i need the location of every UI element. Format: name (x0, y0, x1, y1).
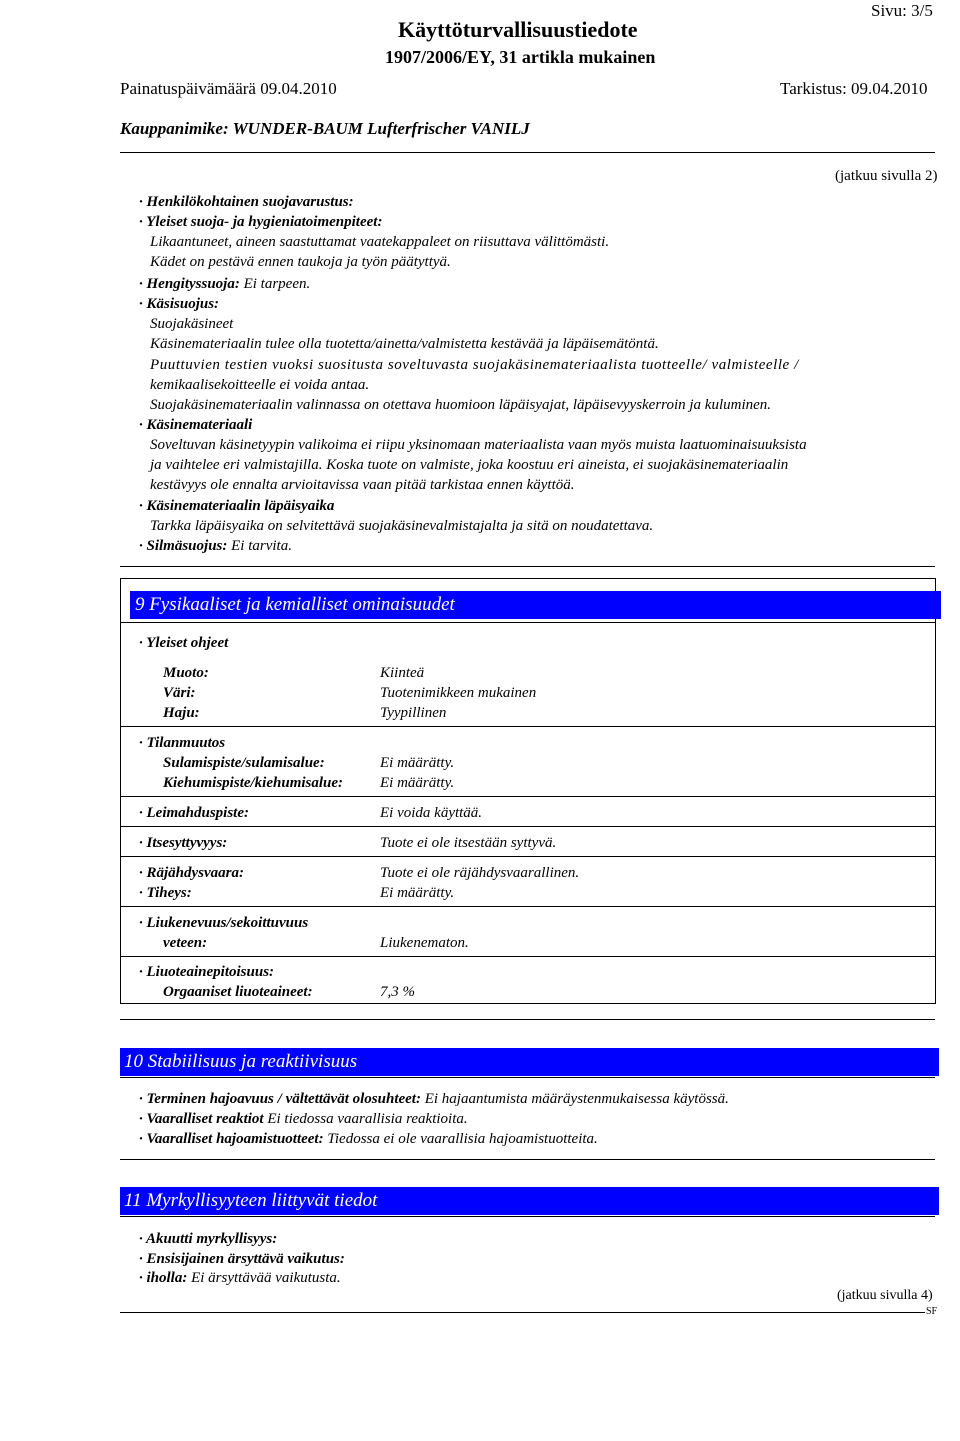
general-measures-line: Likaantuneet, aineen saastuttamat vaatekappaleet on riisuttava välittömästi. (150, 234, 610, 250)
skin-effect (139, 1268, 341, 1288)
language-code: SF (926, 1306, 938, 1317)
thermal-decomposition (139, 1089, 729, 1109)
row-divider (120, 906, 935, 907)
hand-protection-line: Käsinemateriaalin tulee olla tuotetta/ainetta/valmistetta kestävää ja läpäisemätöntä. (150, 336, 659, 352)
trade-name: Kauppanimike: WUNDER-BAUM Lufterfrischer VANILJ (120, 119, 530, 138)
general-measures-heading: · Yleiset suoja- ja hygieniatoimenpiteet: (139, 214, 383, 230)
row-divider (120, 826, 935, 827)
reactions-value: Ei tiedossa vaarallisia reaktioita. (263, 1111, 468, 1127)
section-divider (120, 1019, 935, 1020)
section-11-heading: 11 Myrkyllisyyteen liittyvät tiedot (120, 1187, 939, 1215)
respiratory-protection (139, 274, 310, 294)
state-change-heading: · Tilanmuutos (139, 735, 226, 751)
eye-protection (139, 536, 292, 556)
boiling-label: Kiehumispiste/kiehumisalue: (163, 775, 344, 791)
document-subtitle: 1907/2006/EY, 31 artikla mukainen (385, 47, 656, 67)
solvent-content-label: · Liuoteainepitoisuus: (139, 964, 275, 980)
density-value: Ei määrätty. (380, 885, 455, 901)
glove-material-heading: · Käsinemateriaali (139, 417, 253, 433)
organic-solvents-value: 7,3 % (380, 984, 415, 1000)
page-number: Sivu: 3/5 (871, 1, 933, 20)
color-label: Väri: (163, 685, 196, 701)
row-divider (120, 956, 935, 957)
skin-label: · iholla: (139, 1270, 188, 1286)
boiling-value: Ei määrätty. (380, 775, 455, 791)
section-9-heading: 9 Fysikaaliset ja kemialliset ominaisuudet (130, 591, 941, 619)
hand-protection-line: Puuttuvien testien vuoksi suositusta soveltuvasta suojakäsinemateriaalista tuotteelle/ valmisteelle / (150, 357, 799, 373)
melting-value: Ei määrätty. (380, 755, 455, 771)
row-divider (120, 796, 935, 797)
revision-date: Tarkistus: 09.04.2010 (780, 79, 928, 98)
acute-toxicity-heading: · Akuutti myrkyllisyys: (139, 1231, 278, 1247)
section-10-heading-rule (120, 1077, 935, 1078)
section-divider (120, 1159, 935, 1160)
print-date: Painatuspäivämäärä 09.04.2010 (120, 79, 337, 98)
row-divider (120, 726, 935, 727)
explosion-label: · Räjähdysvaara: (139, 865, 244, 881)
hazardous-reactions (139, 1109, 468, 1129)
glove-material-line: kestävyys ole ennalta arvioitavissa vaan pitää tarkistaa ennen käyttöä. (150, 477, 575, 493)
respiratory-value: Ei tarpeen. (239, 276, 311, 292)
form-label: Muoto: (163, 665, 209, 681)
self-ignition-value: Tuote ei ole itsestään syttyvä. (380, 835, 557, 851)
hand-protection-heading: · Käsisuojus: (139, 296, 220, 312)
section-9-heading-rule (120, 622, 936, 623)
color-value: Tuotenimikkeen mukainen (380, 685, 537, 701)
hazardous-decomposition (139, 1129, 598, 1149)
decomp-label: · Vaaralliset hajoamistuotteet: (139, 1131, 324, 1147)
solubility-label: · Liukenevuus/sekoittuvuus (139, 915, 309, 931)
general-info-heading: · Yleiset ohjeet (139, 635, 229, 651)
explosion-value: Tuote ei ole räjähdysvaarallinen. (380, 865, 580, 881)
melting-label: Sulamispiste/sulamisalue: (163, 755, 325, 771)
hand-protection-line: Suojakäsinemateriaalin valinnassa on otettava huomioon läpäisyajat, läpäisevyyskerroin ja kuluminen. (150, 397, 772, 413)
odor-value: Tyypillinen (380, 705, 447, 721)
section-divider (120, 566, 935, 567)
solubility-value: Liukenematon. (380, 935, 469, 951)
row-divider (120, 856, 935, 857)
document-title: Käyttöturvallisuustiedote (398, 17, 638, 42)
flash-point-label: · Leimahduspiste: (139, 805, 250, 821)
hand-protection-line: kemikaalisekoitteelle ei voida antaa. (150, 377, 370, 393)
density-label: · Tiheys: (139, 885, 192, 901)
glove-material-line: ja vaihtelee eri valmistajilla. Koska tuote on valmiste, joka koostuu eri aineista, ei suojakäsinemateriaalin (150, 457, 789, 473)
flash-point-value: Ei voida käyttää. (380, 805, 483, 821)
section-11-heading-rule (120, 1216, 935, 1217)
odor-label: Haju: (163, 705, 200, 721)
form-value: Kiinteä (380, 665, 425, 681)
skin-value: Ei ärsyttävää vaikutusta. (187, 1270, 341, 1286)
eye-protection-value: Ei tarvita. (227, 538, 292, 554)
self-ignition-label: · Itsesyttyvyys: (139, 835, 228, 851)
thermal-label: · Terminen hajoavuus / vältettävät olosuhteet: (139, 1091, 421, 1107)
continued-from-note: (jatkuu sivulla 2) (835, 168, 938, 184)
section-10-heading: 10 Stabiilisuus ja reaktiivisuus (120, 1048, 939, 1076)
footer-divider (120, 1312, 935, 1313)
continued-to-note: (jatkuu sivulla 4) (837, 1288, 933, 1303)
header-divider (120, 152, 935, 153)
decomp-value: Tiedossa ei ole vaarallisia hajoamistuotteita. (323, 1131, 598, 1147)
primary-irritant-heading: · Ensisijainen ärsyttävä vaikutus: (139, 1251, 345, 1267)
glove-material-line: Soveltuvan käsinetyypin valikoima ei riipu yksinomaan materiaalista vaan myös muista laatuominaisuuksista (150, 437, 807, 453)
reactions-label: · Vaaralliset reaktiot (139, 1111, 264, 1127)
hand-protection-line: Suojakäsineet (150, 316, 234, 332)
respiratory-label: · Hengityssuoja: (139, 276, 240, 292)
penetration-time-line: Tarkka läpäisyaika on selvitettävä suojakäsinevalmistajalta ja sitä on noudatettava. (150, 518, 654, 534)
thermal-value: Ei hajaantumista määräystenmukaisessa käytössä. (420, 1091, 729, 1107)
penetration-time-heading: · Käsinemateriaalin läpäisyaika (139, 498, 335, 514)
personal-protection-heading: · Henkilökohtainen suojavarustus: (139, 194, 354, 210)
general-measures-line: Kädet on pestävä ennen taukoja ja työn päätyttyä. (150, 254, 451, 270)
solubility-label-water: veteen: (163, 935, 208, 951)
organic-solvents-label: Orgaaniset liuoteaineet: (163, 984, 313, 1000)
eye-protection-label: · Silmäsuojus: (139, 538, 228, 554)
